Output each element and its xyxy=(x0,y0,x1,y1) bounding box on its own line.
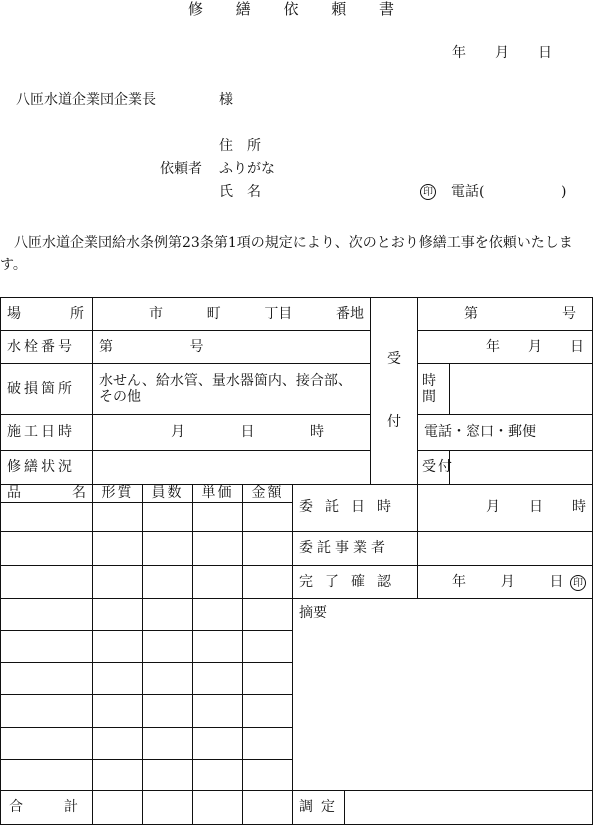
item-row-cell[interactable] xyxy=(243,565,293,598)
item-row-cell[interactable] xyxy=(1,695,93,727)
item-row-cell[interactable] xyxy=(193,759,243,790)
item-row-cell[interactable] xyxy=(143,727,193,759)
receiver-field[interactable] xyxy=(450,450,593,484)
date-day: 日 xyxy=(538,45,552,61)
requester-address-label: 住 所 xyxy=(219,138,261,154)
total-cell[interactable] xyxy=(93,790,143,824)
consign-datetime-label-cell xyxy=(293,484,418,531)
completion-year: 年 xyxy=(452,573,466,590)
completion-day-label: 日 xyxy=(549,573,564,590)
item-row-cell[interactable] xyxy=(93,663,143,695)
item-row-cell[interactable] xyxy=(1,531,93,565)
construction-datetime-label: 施工日時 xyxy=(7,424,75,441)
contact-method-field[interactable] xyxy=(418,415,593,450)
label-char: 場 xyxy=(7,305,21,322)
type-header-label: 形質 xyxy=(101,484,134,501)
location-chome: 丁目 xyxy=(264,305,293,322)
construction-hour: 時 xyxy=(310,424,324,441)
seal-icon: 印 xyxy=(420,184,436,200)
item-row-cell[interactable] xyxy=(243,759,293,790)
total-cell[interactable] xyxy=(243,790,293,824)
consign-month: 月 xyxy=(486,499,500,516)
item-row-cell[interactable] xyxy=(1,631,93,663)
reception-vertical-cell xyxy=(371,298,418,485)
item-row-cell[interactable] xyxy=(143,599,193,631)
reception-vertical-2: 付 xyxy=(387,413,401,430)
adjustment-label: 調定 xyxy=(299,798,343,815)
item-row-cell[interactable] xyxy=(193,727,243,759)
item-row-cell[interactable] xyxy=(243,502,293,531)
recipient-name: 八匝水道企業団企業長 xyxy=(16,92,156,108)
label-char: 計 xyxy=(64,798,78,815)
total-cell[interactable] xyxy=(143,790,193,824)
item-row-cell[interactable] xyxy=(93,759,143,790)
adjustment-label-cell xyxy=(293,790,345,824)
item-row-cell[interactable] xyxy=(1,759,93,790)
item-row-cell[interactable] xyxy=(243,599,293,631)
completion-field[interactable] xyxy=(418,565,593,598)
item-row-cell[interactable] xyxy=(93,599,143,631)
item-row-cell[interactable] xyxy=(1,599,93,631)
requester-furigana-label: ふりがな xyxy=(219,161,275,177)
title-char: 頼 xyxy=(331,0,347,18)
reception-vertical-1: 受 xyxy=(387,351,401,368)
reception-year: 年 xyxy=(486,338,500,355)
reception-month: 月 xyxy=(528,338,542,355)
item-row-cell[interactable] xyxy=(93,695,143,727)
qty-header xyxy=(143,484,193,502)
construction-datetime-label-cell xyxy=(1,415,93,450)
item-row-cell[interactable] xyxy=(193,565,243,598)
tap-number-label: 水栓番号 xyxy=(7,338,75,355)
type-header xyxy=(93,484,143,502)
date-year: 年 xyxy=(452,45,466,61)
label-char: 所 xyxy=(70,305,84,322)
consign-datetime-field[interactable] xyxy=(418,484,593,531)
repair-status-label: 修繕状況 xyxy=(7,458,75,475)
amount-header xyxy=(243,484,293,502)
total-label-cell xyxy=(1,790,93,824)
damage-location-field[interactable] xyxy=(93,364,371,415)
requester-label: 依頼者 xyxy=(160,161,202,177)
completion-label: 完了確認 xyxy=(299,573,403,590)
construction-month: 月 xyxy=(171,424,185,441)
tap-number-prefix: 第 xyxy=(99,338,113,355)
item-row-cell[interactable] xyxy=(243,531,293,565)
contractor-field[interactable] xyxy=(418,531,593,565)
consign-day: 日 xyxy=(529,499,543,516)
item-row-cell[interactable] xyxy=(193,663,243,695)
repair-form-table xyxy=(0,297,593,825)
item-row-cell[interactable] xyxy=(93,565,143,598)
receiver-label-cell xyxy=(418,450,454,484)
tap-number-label-cell xyxy=(1,331,93,364)
item-row-cell[interactable] xyxy=(243,727,293,759)
recipient-honorific: 様 xyxy=(219,92,233,108)
reception-date-field[interactable] xyxy=(418,331,593,364)
date-month: 月 xyxy=(495,45,509,61)
title-char: 修 xyxy=(188,0,204,18)
completion-month: 月 xyxy=(500,573,515,590)
title-char: 書 xyxy=(378,0,394,18)
contact-method-options: 電話・窓口・郵便 xyxy=(424,424,536,441)
reception-number-field[interactable] xyxy=(418,298,593,331)
date-line xyxy=(452,45,552,62)
item-row-cell[interactable] xyxy=(93,531,143,565)
amount-header-label: 金額 xyxy=(251,484,284,501)
remarks-label: 摘要 xyxy=(299,605,327,622)
consign-datetime-label: 委託日時 xyxy=(299,499,403,516)
item-row-cell[interactable] xyxy=(243,695,293,727)
item-row-cell[interactable] xyxy=(143,502,193,531)
label-char: 合 xyxy=(9,798,23,815)
consign-hour: 時 xyxy=(572,499,586,516)
reception-number-suffix: 号 xyxy=(562,305,576,322)
label-char: 品 xyxy=(7,484,21,501)
label-char: 名 xyxy=(72,484,86,501)
repair-status-field[interactable] xyxy=(93,450,371,484)
qty-header-label: 員数 xyxy=(151,484,184,501)
repair-status-label-cell xyxy=(1,450,93,484)
item-row-cell[interactable] xyxy=(143,565,193,598)
item-row-cell[interactable] xyxy=(243,631,293,663)
location-label-cell xyxy=(1,298,93,331)
item-row-cell[interactable] xyxy=(193,599,243,631)
time-label-cell xyxy=(418,364,450,415)
requester-name-label: 氏 名 xyxy=(219,184,261,200)
item-row-cell[interactable] xyxy=(143,631,193,663)
item-row-cell[interactable] xyxy=(93,502,143,531)
item-row-cell[interactable] xyxy=(243,663,293,695)
title-char: 依 xyxy=(283,0,299,18)
tap-number-field[interactable] xyxy=(93,331,371,364)
location-field[interactable] xyxy=(93,298,371,331)
damage-location-label-cell xyxy=(1,364,93,415)
requester-seal xyxy=(420,183,436,200)
seal-icon: 印 xyxy=(570,575,586,591)
location-town: 町 xyxy=(206,305,221,322)
unit-price-header xyxy=(193,484,243,502)
time-label: 時 間 xyxy=(422,372,436,406)
intro-text: 八匝水道企業団給水条例第23条第1項の規定により、次のとおり修繕工事を依頼いたします。 xyxy=(0,235,573,273)
completion-day xyxy=(550,574,586,591)
requester-phone-label: 電話( xyxy=(451,184,485,200)
location-city: 市 xyxy=(149,305,163,322)
item-row-cell[interactable] xyxy=(193,531,243,565)
item-row-cell[interactable] xyxy=(1,663,93,695)
contractor-label-cell xyxy=(293,531,418,565)
requester-phone-close: ) xyxy=(561,184,567,200)
item-row-cell[interactable] xyxy=(1,727,93,759)
item-row-cell[interactable] xyxy=(143,663,193,695)
item-name-header xyxy=(1,484,93,502)
item-row-cell[interactable] xyxy=(93,631,143,663)
reception-number-prefix: 第 xyxy=(464,305,478,322)
construction-day: 日 xyxy=(240,424,255,441)
damage-location-options: 水せん、給水管、量水器箇内、接合部、その他 xyxy=(99,372,352,406)
completion-label-cell xyxy=(293,565,418,598)
reception-day: 日 xyxy=(570,338,584,355)
item-row-cell[interactable] xyxy=(193,695,243,727)
contractor-label: 委託事業者 xyxy=(299,540,389,557)
item-row-cell[interactable] xyxy=(143,759,193,790)
construction-datetime-field[interactable] xyxy=(93,415,371,450)
remarks-field[interactable] xyxy=(293,599,593,791)
damage-location-label: 破損箇所 xyxy=(7,380,75,397)
unit-price-header-label: 単価 xyxy=(201,484,234,501)
document-title xyxy=(188,0,394,18)
item-row-cell[interactable] xyxy=(1,565,93,598)
location-banchi: 番地 xyxy=(335,305,364,322)
item-row-cell[interactable] xyxy=(193,502,243,531)
adjustment-field[interactable] xyxy=(345,790,593,824)
time-field[interactable] xyxy=(450,364,593,415)
item-row-cell[interactable] xyxy=(143,531,193,565)
tap-number-suffix: 号 xyxy=(189,338,204,355)
title-char: 繕 xyxy=(235,0,251,18)
item-row-cell[interactable] xyxy=(193,631,243,663)
item-row-cell[interactable] xyxy=(1,502,93,531)
receiver-label: 受付 xyxy=(422,458,454,475)
total-cell[interactable] xyxy=(193,790,243,824)
item-row-cell[interactable] xyxy=(143,695,193,727)
item-row-cell[interactable] xyxy=(93,727,143,759)
